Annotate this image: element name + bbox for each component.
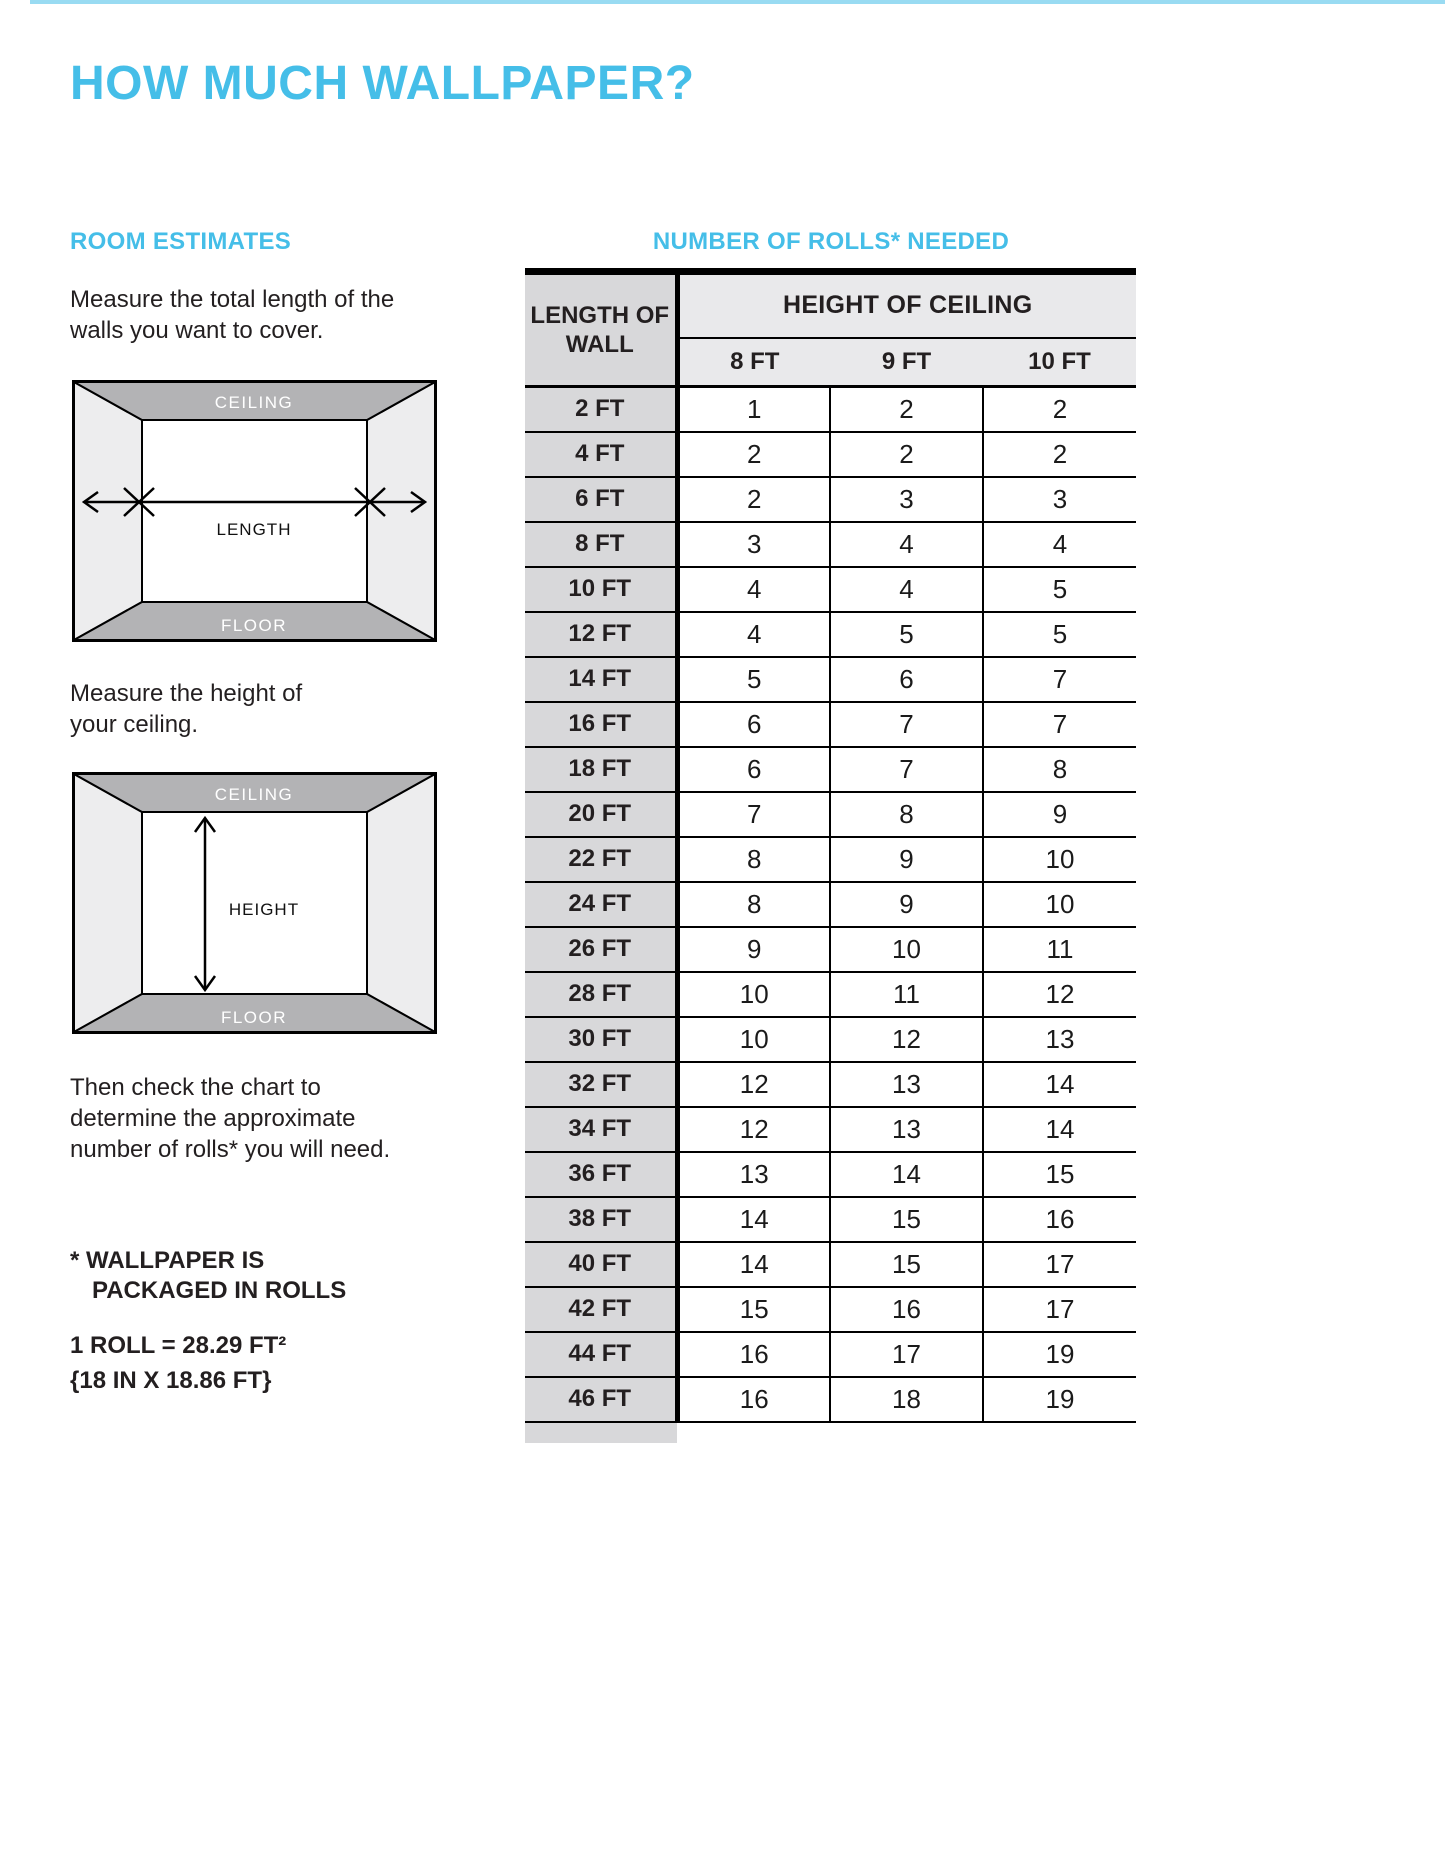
rolls-value-cell: 16 xyxy=(983,1197,1136,1242)
table-row xyxy=(525,1377,1136,1422)
rolls-value-cell: 13 xyxy=(830,1107,983,1152)
rolls-value-cell: 9 xyxy=(677,927,830,972)
table-row xyxy=(525,657,1136,702)
rolls-value-cell: 10 xyxy=(983,882,1136,927)
rolls-value-cell: 2 xyxy=(677,477,830,522)
rolls-value-cell: 5 xyxy=(983,612,1136,657)
table-row xyxy=(525,1062,1136,1107)
rolls-value-cell: 3 xyxy=(830,477,983,522)
rolls-value-cell: 7 xyxy=(983,702,1136,747)
rolls-value-cell: 19 xyxy=(983,1377,1136,1422)
step2-text: Measure the height of your ceiling. xyxy=(70,680,303,738)
rolls-value-cell: 9 xyxy=(983,792,1136,837)
rolls-value-cell: 16 xyxy=(677,1377,830,1422)
label-column-tab xyxy=(525,1423,677,1443)
wall-length-cell: 44 FT xyxy=(525,1332,677,1377)
wall-length-cell: 22 FT xyxy=(525,837,677,882)
table-row xyxy=(525,432,1136,477)
wall-length-cell: 40 FT xyxy=(525,1242,677,1287)
table-row xyxy=(525,477,1136,522)
wall-length-cell: 20 FT xyxy=(525,792,677,837)
rolls-value-cell: 1 xyxy=(677,387,830,432)
rolls-value-cell: 2 xyxy=(983,387,1136,432)
table-row xyxy=(525,1197,1136,1242)
wall-length-cell: 28 FT xyxy=(525,972,677,1017)
rolls-table-body xyxy=(525,387,1136,1422)
rolls-value-cell: 6 xyxy=(677,702,830,747)
wall-length-cell: 38 FT xyxy=(525,1197,677,1242)
wallpaper-footnote xyxy=(70,1246,346,1306)
table-row xyxy=(525,1242,1136,1287)
rolls-value-cell: 7 xyxy=(983,657,1136,702)
rolls-value-cell: 3 xyxy=(677,522,830,567)
rolls-value-cell: 12 xyxy=(677,1062,830,1107)
rolls-value-cell: 17 xyxy=(983,1287,1136,1332)
rolls-value-cell: 15 xyxy=(830,1242,983,1287)
rolls-value-cell: 14 xyxy=(983,1107,1136,1152)
rolls-value-cell: 9 xyxy=(830,837,983,882)
rolls-value-cell: 12 xyxy=(983,972,1136,1017)
rolls-value-cell: 11 xyxy=(983,927,1136,972)
table-row xyxy=(525,612,1136,657)
rolls-value-cell: 15 xyxy=(830,1197,983,1242)
wall-length-cell: 2 FT xyxy=(525,387,677,432)
col-header-10ft: 10 FT xyxy=(983,338,1136,387)
table-row xyxy=(525,1017,1136,1062)
table-row xyxy=(525,702,1136,747)
rolls-value-cell: 19 xyxy=(983,1332,1136,1377)
room-height-diagram xyxy=(72,772,437,1034)
rolls-value-cell: 5 xyxy=(677,657,830,702)
step1-text: Measure the total length of the walls you want to cover. xyxy=(70,286,395,344)
rolls-value-cell: 14 xyxy=(830,1152,983,1197)
roll-size-info xyxy=(70,1328,286,1398)
table-row xyxy=(525,567,1136,612)
height-label: HEIGHT xyxy=(228,900,300,919)
rolls-value-cell: 4 xyxy=(830,567,983,612)
rolls-value-cell: 18 xyxy=(830,1377,983,1422)
length-label: LENGTH xyxy=(216,520,292,539)
roll-dimensions-line: {18 IN X 18.86 FT} xyxy=(70,1367,272,1394)
footnote-line2: PACKAGED IN ROLLS xyxy=(92,1277,347,1304)
rolls-value-cell: 10 xyxy=(830,927,983,972)
floor-label: FLOOR xyxy=(220,616,288,635)
rolls-value-cell: 7 xyxy=(830,702,983,747)
rolls-value-cell: 4 xyxy=(830,522,983,567)
rolls-value-cell: 2 xyxy=(830,387,983,432)
wall-length-cell: 26 FT xyxy=(525,927,677,972)
rolls-value-cell: 15 xyxy=(677,1287,830,1332)
rolls-value-cell: 14 xyxy=(677,1197,830,1242)
rolls-value-cell: 14 xyxy=(983,1062,1136,1107)
rolls-value-cell: 3 xyxy=(983,477,1136,522)
rolls-table xyxy=(525,268,1136,1423)
height-of-ceiling-header: HEIGHT OF CEILING xyxy=(677,272,1136,338)
rolls-value-cell: 13 xyxy=(677,1152,830,1197)
rolls-value-cell: 16 xyxy=(830,1287,983,1332)
rolls-value-cell: 9 xyxy=(830,882,983,927)
rolls-value-cell: 7 xyxy=(677,792,830,837)
footnote-line1: * WALLPAPER IS xyxy=(70,1247,265,1274)
rolls-value-cell: 2 xyxy=(983,432,1136,477)
table-row xyxy=(525,522,1136,567)
wall-length-cell: 24 FT xyxy=(525,882,677,927)
table-row xyxy=(525,1287,1136,1332)
rolls-value-cell: 4 xyxy=(983,522,1136,567)
table-row xyxy=(525,747,1136,792)
rolls-value-cell: 5 xyxy=(830,612,983,657)
wall-length-cell: 30 FT xyxy=(525,1017,677,1062)
rolls-value-cell: 11 xyxy=(830,972,983,1017)
rolls-value-cell: 8 xyxy=(983,747,1136,792)
wall-length-cell: 36 FT xyxy=(525,1152,677,1197)
wall-length-cell: 46 FT xyxy=(525,1377,677,1422)
rolls-value-cell: 10 xyxy=(983,837,1136,882)
wall-length-cell: 18 FT xyxy=(525,747,677,792)
wall-length-cell: 8 FT xyxy=(525,522,677,567)
rolls-value-cell: 13 xyxy=(830,1062,983,1107)
table-row xyxy=(525,387,1136,432)
length-of-wall-header: LENGTH OF WALL xyxy=(525,272,677,387)
table-row xyxy=(525,837,1136,882)
table-row xyxy=(525,927,1136,972)
wall-length-cell: 6 FT xyxy=(525,477,677,522)
table-row xyxy=(525,1107,1136,1152)
top-rule xyxy=(30,0,1445,4)
rolls-value-cell: 2 xyxy=(677,432,830,477)
rolls-value-cell: 2 xyxy=(830,432,983,477)
rolls-value-cell: 8 xyxy=(677,837,830,882)
rolls-value-cell: 8 xyxy=(830,792,983,837)
table-row xyxy=(525,1152,1136,1197)
ceiling-label: CEILING xyxy=(214,393,294,412)
wall-length-cell: 10 FT xyxy=(525,567,677,612)
rolls-value-cell: 12 xyxy=(677,1107,830,1152)
wall-length-cell: 34 FT xyxy=(525,1107,677,1152)
rolls-value-cell: 13 xyxy=(983,1017,1136,1062)
rolls-value-cell: 4 xyxy=(677,567,830,612)
wall-length-cell: 12 FT xyxy=(525,612,677,657)
rolls-value-cell: 14 xyxy=(677,1242,830,1287)
wall-length-cell: 14 FT xyxy=(525,657,677,702)
table-row xyxy=(525,1332,1136,1377)
col-header-8ft: 8 FT xyxy=(677,338,830,387)
rolls-value-cell: 5 xyxy=(983,567,1136,612)
col-header-9ft: 9 FT xyxy=(830,338,983,387)
rolls-value-cell: 16 xyxy=(677,1332,830,1377)
table-row xyxy=(525,792,1136,837)
wall-length-cell: 32 FT xyxy=(525,1062,677,1107)
rolls-value-cell: 10 xyxy=(677,972,830,1017)
rolls-value-cell: 8 xyxy=(677,882,830,927)
table-row xyxy=(525,882,1136,927)
room-estimates-heading: ROOM ESTIMATES xyxy=(70,228,292,255)
rolls-value-cell: 6 xyxy=(677,747,830,792)
table-row xyxy=(525,972,1136,1017)
rolls-value-cell: 17 xyxy=(830,1332,983,1377)
roll-area-line: 1 ROLL = 28.29 FT² xyxy=(70,1332,287,1359)
room-length-diagram xyxy=(72,380,437,642)
rolls-value-cell: 6 xyxy=(830,657,983,702)
wall-length-cell: 16 FT xyxy=(525,702,677,747)
step3-text: Then check the chart to determine the approximate number of rolls* you will need. xyxy=(70,1074,391,1163)
rolls-value-cell: 17 xyxy=(983,1242,1136,1287)
ceiling-label: CEILING xyxy=(214,785,294,804)
rolls-value-cell: 7 xyxy=(830,747,983,792)
wall-length-cell: 4 FT xyxy=(525,432,677,477)
wall-length-cell: 42 FT xyxy=(525,1287,677,1332)
rolls-value-cell: 4 xyxy=(677,612,830,657)
rolls-value-cell: 15 xyxy=(983,1152,1136,1197)
page-title: HOW MUCH WALLPAPER? xyxy=(70,57,695,110)
rolls-value-cell: 10 xyxy=(677,1017,830,1062)
rolls-needed-heading: NUMBER OF ROLLS* NEEDED xyxy=(652,228,1010,255)
rolls-value-cell: 12 xyxy=(830,1017,983,1062)
floor-label: FLOOR xyxy=(220,1008,288,1027)
rolls-table-wrap xyxy=(525,268,1136,1443)
